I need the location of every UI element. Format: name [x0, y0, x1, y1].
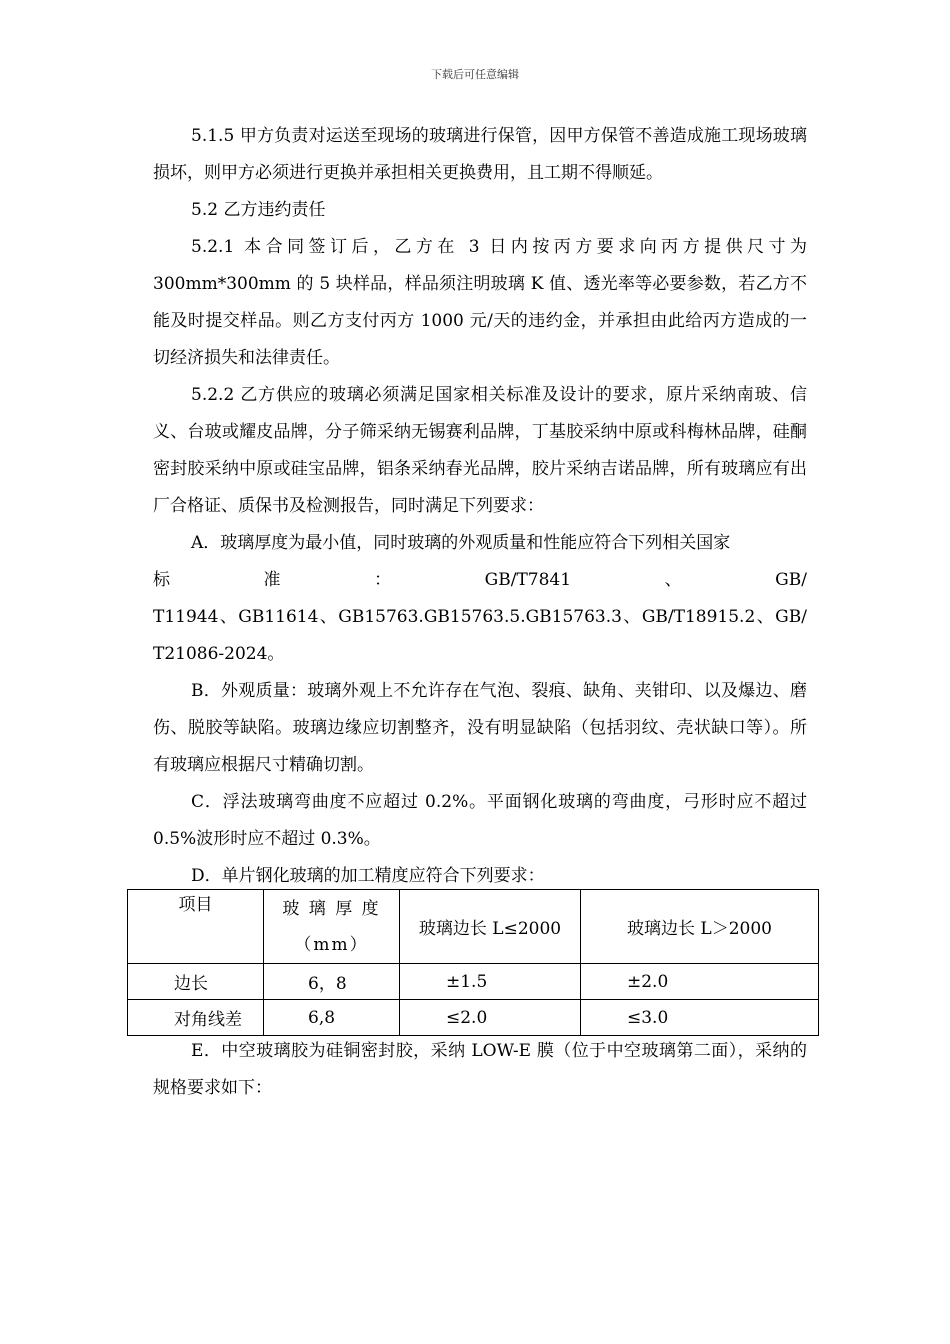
document-body	[153, 118, 807, 895]
paragraph-5-2-2: 5.2.2 乙方供应的玻璃必须满足国家相关标准及设计的要求，原片采纳南玻、信义、台玻或耀皮品牌，分子筛采纳无锡赛利品牌，丁基胶采纳中原或科梅林品牌，硅酮密封胶采纳中原或硅宝品牌，铝条采纳春光品牌，胶片采纳吉诺品牌，所有玻璃应有出厂合格证、质保书及检测报告，同时满足下列要求：	[153, 385, 807, 516]
std-sep: 、	[623, 607, 641, 627]
item-e: E．中空玻璃胶为硅铜密封胶，采纳 LOW-E 膜（位于中空玻璃第二面），采纳的规格要求如下：	[153, 1041, 807, 1098]
std-word: 准	[263, 570, 281, 590]
item-a-standards-line-2	[153, 599, 807, 636]
std-sep: 、	[756, 607, 774, 627]
std-code: GB15763.GB15763.5.GB15763.3	[338, 607, 622, 627]
table-row	[128, 964, 819, 1000]
item-c: C．浮法玻璃弯曲度不应超过 0.2%。平面钢化玻璃的弯曲度，弓形时应不超过 0.5%波形时应不超过 0.3%。	[153, 792, 807, 849]
std-word: 、	[664, 570, 682, 590]
std-sep: 、	[319, 607, 337, 627]
table-cell: 6,8	[264, 1000, 400, 1036]
precision-table	[127, 889, 819, 1036]
std-code: GB/	[775, 607, 807, 627]
table-cell: ±1.5	[400, 964, 581, 1000]
item-d: D．单片钢化玻璃的加工精度应符合下列要求：	[191, 866, 545, 886]
table-header-row	[128, 890, 819, 964]
table-header-cell: 玻璃边长 L＞2000	[581, 890, 819, 964]
table-cell: 6，8	[264, 964, 400, 1000]
item-b: B．外观质量：玻璃外观上不允许存在气泡、裂痕、缺角、夹钳印、以及爆边、磨伤、脱胶等缺陷。玻璃边缘应切割整齐，没有明显缺陷（包括羽纹、壳状缺口等）。所有玻璃应根据尺寸精确切割。	[153, 681, 807, 775]
item-a-standards-line-1	[153, 562, 807, 599]
table-cell: 对角线差	[128, 1000, 264, 1036]
table-header-cell: 玻 璃 厚 度（mm）	[264, 890, 400, 964]
std-word: GB/T7841	[484, 570, 572, 590]
table-cell: ±2.0	[581, 964, 819, 1000]
item-a-last-line: T21086-2024。	[153, 644, 285, 664]
std-word: ：	[374, 570, 392, 590]
table-cell: 边长	[128, 964, 264, 1000]
table-row	[128, 1000, 819, 1036]
table-cell: ≤2.0	[400, 1000, 581, 1036]
table-header-cell: 玻璃边长 L≤2000	[400, 890, 581, 964]
table-header-cell: 项目	[128, 890, 264, 964]
section-heading-5-2: 5.2 乙方违约责任	[191, 200, 326, 220]
table-cell: ≤3.0	[581, 1000, 819, 1036]
std-word: GB/	[775, 570, 807, 590]
std-word: 标	[153, 570, 170, 590]
item-a-first-line: A．玻璃厚度为最小值，同时玻璃的外观质量和性能应符合下列相关国家	[191, 533, 731, 553]
page-header-note: 下载后可任意编辑	[431, 68, 519, 81]
paragraph-5-2-1: 5.2.1 本合同签订后，乙方在 3 日内按丙方要求向丙方提供尺寸为 300mm*300mm 的 5 块样品，样品须注明玻璃 K 值、透光率等必要参数，若乙方不能及时提交样品。则乙方支付丙方 1000 元/天的违约金，并承担由此给丙方造成的一切经济损失和法律责任。	[153, 237, 807, 368]
std-code: T11944	[153, 607, 219, 627]
std-sep: 、	[219, 607, 237, 627]
document-tail	[153, 1033, 807, 1107]
std-code: GB11614	[238, 607, 319, 627]
std-code: GB/T18915.2	[641, 607, 756, 627]
paragraph-5-1-5: 5.1.5 甲方负责对运送至现场的玻璃进行保管，因甲方保管不善造成施工现场玻璃损坏，则甲方必须进行更换并承担相关更换费用，且工期不得顺延。	[153, 126, 807, 183]
